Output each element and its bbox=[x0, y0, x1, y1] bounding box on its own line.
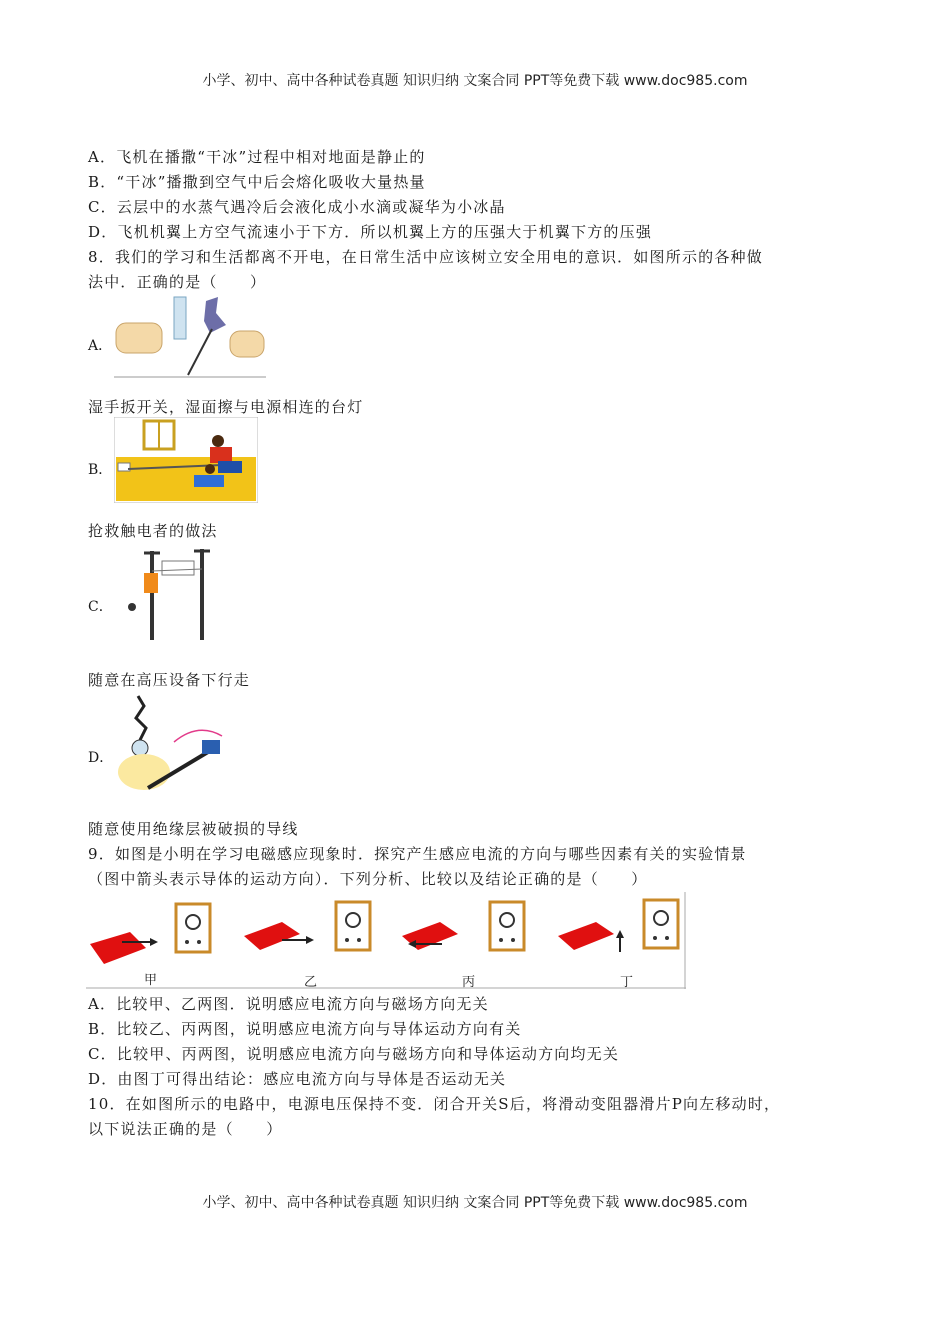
q8-option-d-label: D． bbox=[88, 750, 114, 766]
q8-option-d-caption: 随意使用绝缘层被破损的导线 bbox=[88, 820, 299, 838]
q9-option-c: C．比较甲、丙两图，说明感应电流方向与磁场方向和导体运动方向均无关 bbox=[88, 1045, 620, 1063]
q7-option-a: A．飞机在播撒“干冰”过程中相对地面是静止的 bbox=[88, 148, 426, 166]
wet-hands-switch-image bbox=[114, 293, 266, 379]
q10-stem-line2: 以下说法正确的是（ ） bbox=[88, 1120, 283, 1138]
q8-option-c-label: C． bbox=[88, 599, 113, 615]
q8-option-a-label: A． bbox=[88, 338, 113, 354]
page-header: 小学、初中、高中各种试卷真题 知识归纳 文案合同 PPT等免费下载 www.doc985.com bbox=[202, 73, 748, 89]
q8-option-a-caption: 湿手扳开关，湿面擦与电源相连的台灯 bbox=[88, 398, 364, 416]
q10-stem-line1: 10．在如图所示的电路中，电源电压保持不变．闭合开关S后，将滑动变阻器滑片P向左移动时， bbox=[88, 1095, 781, 1113]
damaged-wire-image bbox=[114, 692, 228, 792]
q9-stem-line2: （图中箭头表示导体的运动方向）．下列分析、比较以及结论正确的是（ ） bbox=[88, 870, 648, 888]
label-yi: 乙 bbox=[304, 975, 318, 989]
q9-option-d: D．由图丁可得出结论：感应电流方向与导体是否运动无关 bbox=[88, 1070, 507, 1088]
q8-stem-line1: 8．我们的学习和生活都离不开电，在日常生活中应该树立安全用电的意识．如图所示的各种做 bbox=[88, 248, 763, 266]
label-ding: 丁 bbox=[620, 975, 634, 989]
q8-stem-line2: 法中．正确的是（ ） bbox=[88, 273, 267, 291]
q7-option-c: C．云层中的水蒸气遇冷后会液化成小水滴或凝华为小冰晶 bbox=[88, 198, 506, 216]
label-jia: 甲 bbox=[144, 973, 158, 988]
rescue-shock-victim-image bbox=[114, 417, 258, 503]
q8-option-c-caption: 随意在高压设备下行走 bbox=[88, 671, 251, 689]
q9-option-b: B．比较乙、丙两图，说明感应电流方向与导体运动方向有关 bbox=[88, 1020, 522, 1038]
q9-stem-line1: 9．如图是小明在学习电磁感应现象时．探究产生感应电流的方向与哪些因素有关的实验情景 bbox=[88, 845, 747, 863]
q9-option-a: A．比较甲、乙两图．说明感应电流方向与磁场方向无关 bbox=[88, 995, 489, 1013]
label-bing: 丙 bbox=[462, 975, 476, 989]
q7-option-b: B．“干冰”播撒到空气中后会熔化吸收大量热量 bbox=[88, 173, 426, 191]
q8-option-b-caption: 抢救触电者的做法 bbox=[88, 522, 218, 540]
q8-option-b-label: B． bbox=[88, 462, 113, 478]
high-voltage-walk-image bbox=[116, 543, 228, 640]
q7-option-d: D．飞机机翼上方空气流速小于下方．所以机翼上方的压强大于机翼下方的压强 bbox=[88, 223, 653, 241]
induction-experiment-figure bbox=[86, 892, 686, 989]
page-footer: 小学、初中、高中各种试卷真题 知识归纳 文案合同 PPT等免费下载 www.doc985.com bbox=[202, 1195, 748, 1211]
